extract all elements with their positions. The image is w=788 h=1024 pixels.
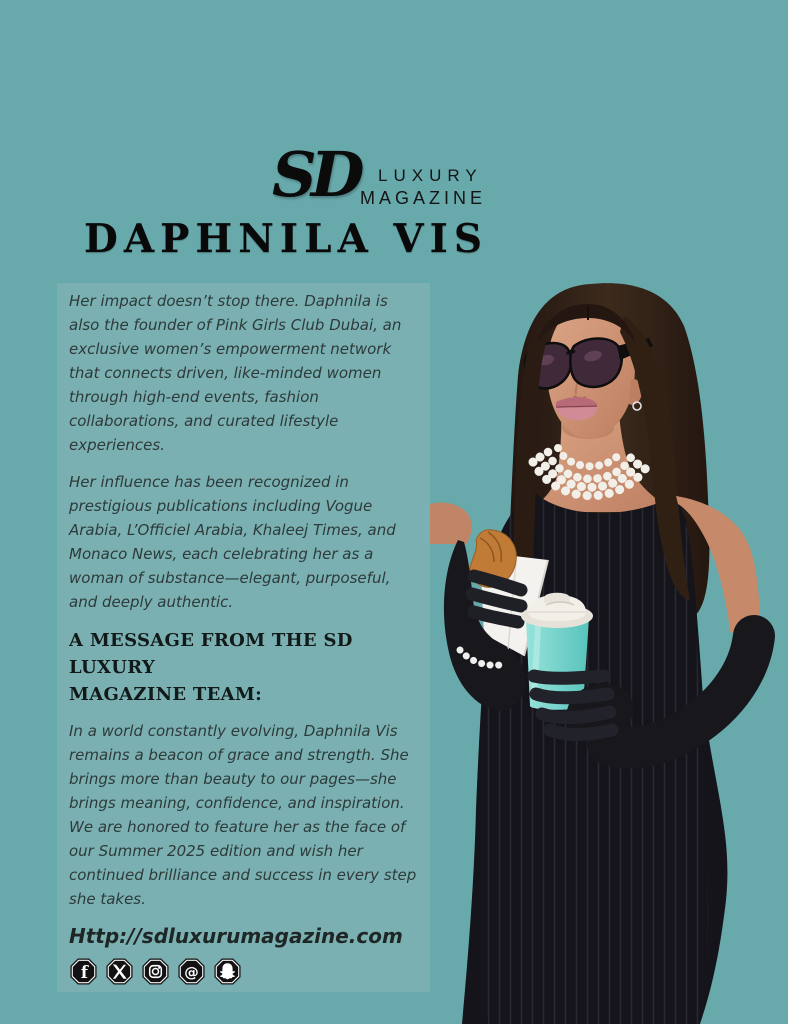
x-twitter-icon[interactable] <box>105 957 134 986</box>
page-title: DAPHNILA VIS <box>84 216 489 262</box>
svg-text:f: f <box>80 962 89 982</box>
brand-word-magazine: MAGAZINE <box>360 188 487 208</box>
sd-monogram-logo: SD <box>272 138 359 211</box>
article-paragraph-2: Her influence has been recognized in prestigious publications including Vogue Arabia, L’Officiel Arabia, Khaleej Times, and Monaco News, each celebrating her as a woman of substance—elegant, purposeful, and deeply authentic. <box>69 473 396 611</box>
website-link[interactable]: Http://sdluxurumagazine.com <box>69 924 403 948</box>
brand-word-luxury: LUXURY <box>378 166 483 185</box>
article-panel <box>57 283 430 992</box>
threads-icon[interactable] <box>177 957 206 986</box>
article-paragraph-1: Her impact doesn’t stop there. Daphnila is also the founder of Pink Girls Club Dubai, an exclusive women’s empowerment network that connects driven, like-minded women through high-end events, fashion collaborations, and curated lifestyle experiences. <box>69 292 402 454</box>
article-heading-line1: A MESSAGE FROM THE SD LUXURY <box>69 630 353 678</box>
instagram-icon[interactable] <box>141 957 170 986</box>
daphnila-photo <box>428 280 788 1024</box>
svg-text:@: @ <box>184 964 199 981</box>
article-heading <box>69 627 418 708</box>
social-icons-row <box>69 957 418 986</box>
article-paragraph-3: In a world constantly evolving, Daphnila Vis remains a beacon of grace and strength. She brings more than beauty to our pages—she brings meaning, confidence, and inspiration. We are honored to feature her as the face of our Summer 2025 edition and wish her continued brilliance and success in every step she takes. <box>69 722 417 908</box>
facebook-icon[interactable] <box>69 957 98 986</box>
article-heading-line2: MAGAZINE TEAM: <box>69 684 263 705</box>
snapchat-icon[interactable] <box>213 957 242 986</box>
